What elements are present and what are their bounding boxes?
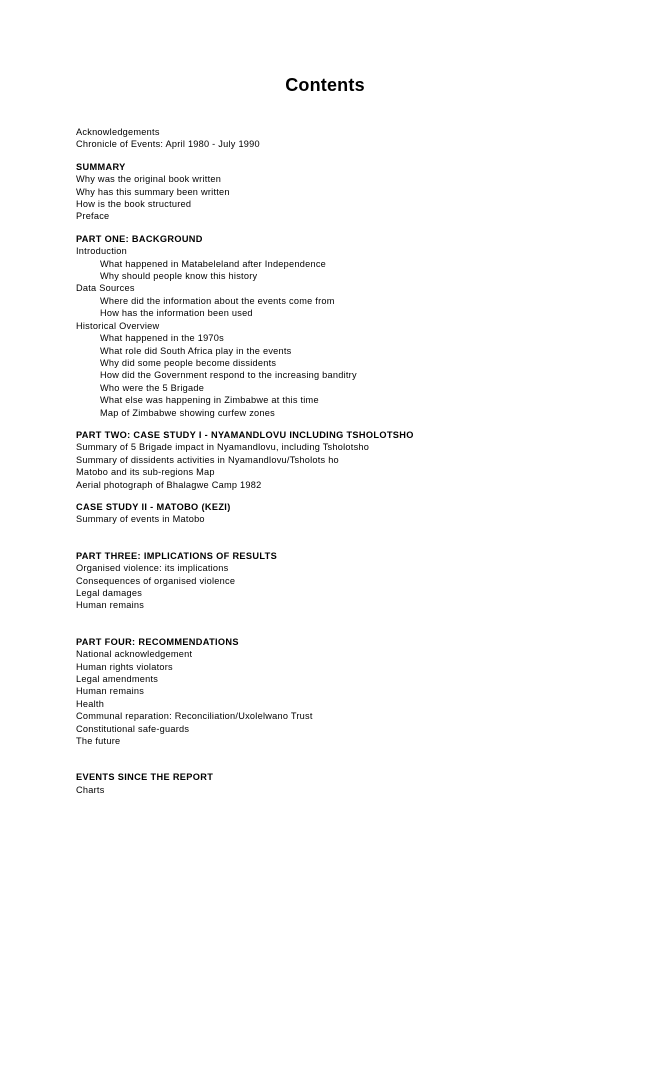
toc-entry[interactable]: Summary of events in Matobo: [76, 514, 205, 525]
toc-entry[interactable]: Acknowledgements: [76, 127, 160, 137]
toc-entry[interactable]: Data Sources: [76, 283, 135, 294]
toc-entry[interactable]: What else was happening in Zimbabwe at this time: [100, 395, 319, 406]
page-title: Contents: [285, 75, 365, 95]
toc-entry[interactable]: The future: [76, 736, 121, 747]
toc-entry[interactable]: Why has this summary been written: [76, 186, 230, 197]
toc-entry[interactable]: Aerial photograph of Bhalagwe Camp 1982: [76, 479, 262, 490]
toc-section-heading[interactable]: EVENTS SINCE THE REPORT: [76, 772, 214, 783]
toc-entry[interactable]: Summary of 5 Brigade impact in Nyamandlovu, including Tsholotsho: [76, 442, 370, 453]
toc-entry[interactable]: What happened in the 1970s: [100, 333, 224, 344]
toc-entry[interactable]: How is the book structured: [76, 199, 192, 210]
toc-entry[interactable]: How has the information been used: [100, 308, 253, 319]
toc-spacer: [76, 419, 610, 429]
toc-entry[interactable]: Consequences of organised violence: [76, 575, 236, 586]
toc-spacer: [76, 526, 610, 550]
toc-spacer: [76, 612, 610, 636]
toc-entry[interactable]: Summary of dissidents activities in Nyamandlovu/Tsholots ho: [76, 454, 339, 465]
toc-spacer: [76, 747, 610, 771]
toc-entry[interactable]: Preface: [76, 211, 110, 222]
toc-entry[interactable]: Organised violence: its implications: [76, 563, 229, 574]
toc-entry[interactable]: Charts: [76, 784, 105, 795]
table-of-contents: [0, 126, 650, 796]
toc-spacer: [76, 223, 610, 233]
toc-entry[interactable]: Constitutional safe-guards: [76, 723, 190, 734]
toc-section-heading[interactable]: PART FOUR: RECOMMENDATIONS: [76, 636, 239, 647]
toc-entry[interactable]: Why did some people become dissidents: [100, 357, 277, 368]
toc-entry[interactable]: Introduction: [76, 246, 128, 257]
toc-entry[interactable]: Why was the original book written: [76, 174, 222, 185]
toc-entry[interactable]: Where did the information about the events come from: [100, 295, 335, 306]
toc-entry[interactable]: Who were the 5 Brigade: [100, 382, 205, 393]
toc-entry[interactable]: Matobo and its sub-regions Map: [76, 467, 215, 478]
toc-entry[interactable]: Historical Overview: [76, 320, 160, 331]
toc-entry[interactable]: Human remains: [76, 600, 145, 611]
toc-section-heading[interactable]: CASE STUDY II - MATOBO (KEZI): [76, 501, 231, 512]
toc-entry[interactable]: What role did South Africa play in the events: [100, 345, 292, 356]
toc-entry[interactable]: Human remains: [76, 686, 145, 697]
toc-section-heading[interactable]: PART THREE: IMPLICATIONS OF RESULTS: [76, 550, 278, 561]
toc-section-heading[interactable]: PART ONE: BACKGROUND: [76, 233, 203, 244]
toc-section-heading[interactable]: PART TWO: CASE STUDY I - NYAMANDLOVU INCLUDING TSHOLOTSHO: [76, 429, 414, 440]
toc-entry[interactable]: How did the Government respond to the increasing banditry: [100, 370, 357, 381]
toc-spacer: [76, 491, 610, 501]
toc-entry[interactable]: Map of Zimbabwe showing curfew zones: [100, 407, 275, 418]
toc-entry[interactable]: What happened in Matabeleland after Independence: [100, 258, 327, 269]
toc-entry[interactable]: Why should people know this history: [100, 271, 258, 282]
toc-entry[interactable]: Communal reparation: Reconciliation/Uxolelwano Trust: [76, 711, 313, 722]
toc-entry[interactable]: National acknowledgement: [76, 649, 193, 660]
toc-entry[interactable]: Chronicle of Events: April 1980 - July 1990: [76, 139, 260, 150]
toc-entry[interactable]: Health: [76, 698, 105, 709]
toc-entry[interactable]: Legal amendments: [76, 674, 159, 685]
toc-entry[interactable]: Human rights violators: [76, 661, 173, 672]
toc-spacer: [76, 151, 610, 161]
toc-section-heading[interactable]: SUMMARY: [76, 161, 126, 172]
toc-entry[interactable]: Legal damages: [76, 588, 143, 598]
